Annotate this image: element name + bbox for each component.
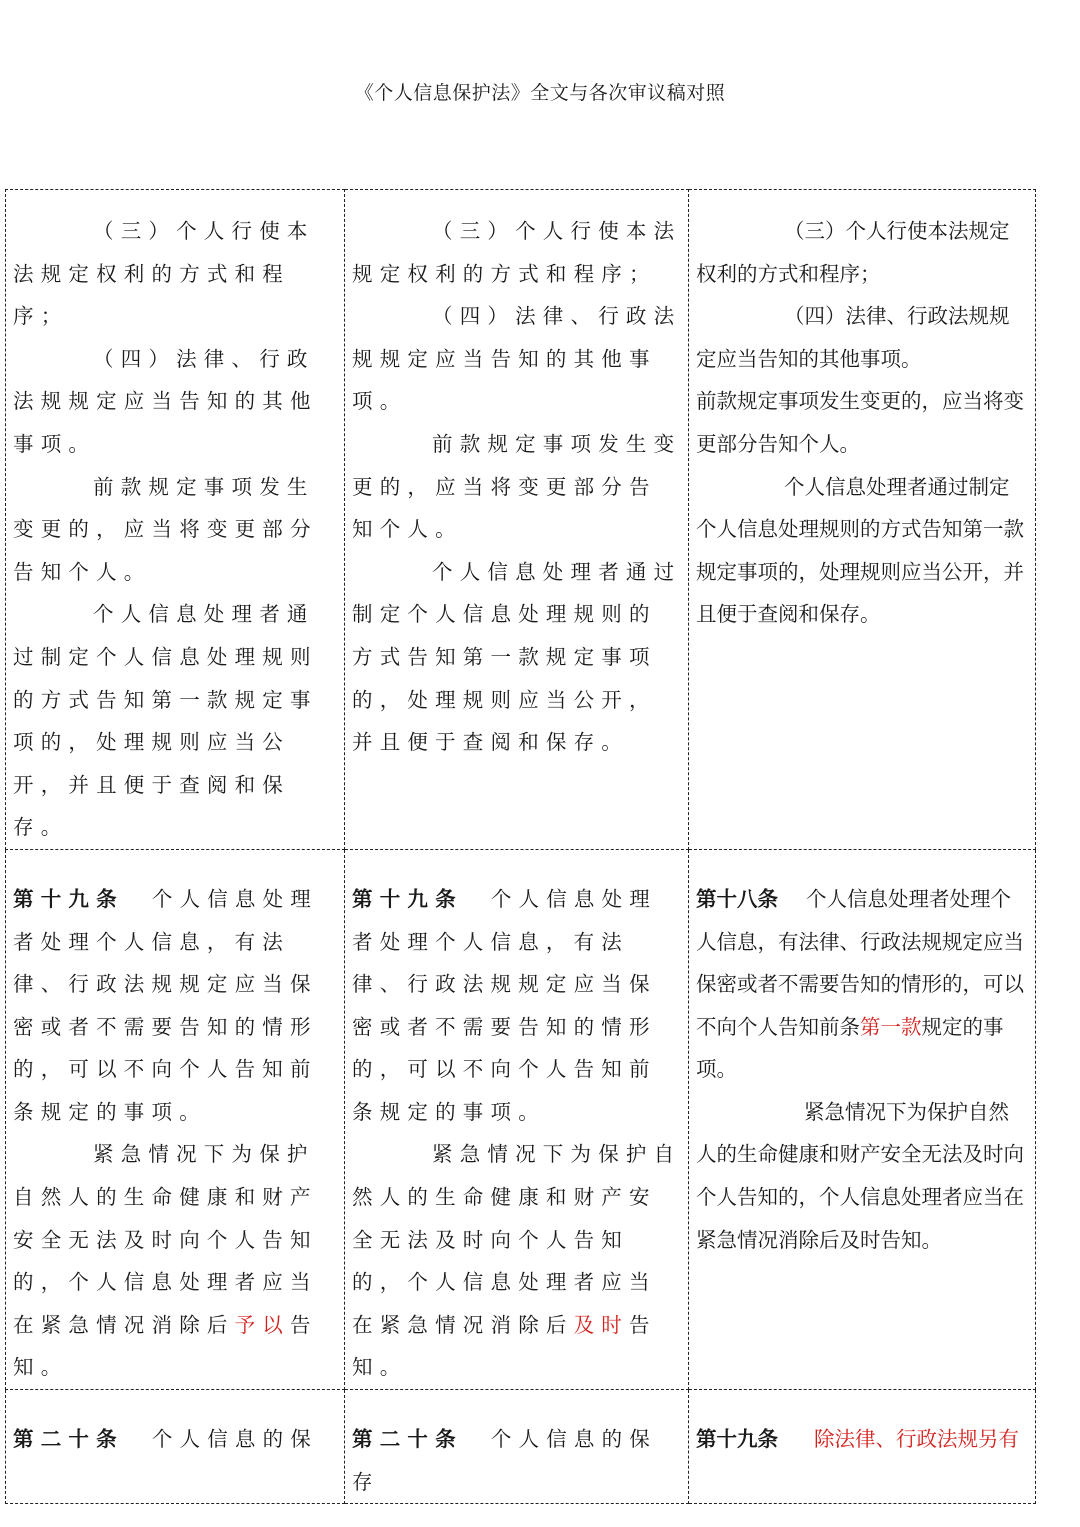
article-text: 个人信息的保存 [352, 1427, 658, 1494]
article-paragraph-1 [13, 1418, 338, 1461]
article-paragraph-1 [352, 878, 682, 1134]
clause-4: （四）法律、行政法规规定应当告知的其他事项。 [13, 346, 318, 456]
revision-highlight: 除法律、行政法规另有 [814, 1427, 1019, 1452]
table-row [6, 1390, 1036, 1504]
revision-highlight: 第一款 [860, 1014, 922, 1039]
article-paragraph-2 [13, 1133, 338, 1389]
page-title: 《个人信息保护法》全文与各次审议稿对照 [354, 82, 726, 104]
article-paragraph-2 [352, 1133, 682, 1389]
article-number: 第十九条 [13, 886, 124, 911]
paragraph-change: 前款规定事项发生变更的，应当将变更部分告知个人。 [352, 431, 682, 542]
revision-highlight: 予以 [234, 1312, 291, 1337]
article-paragraph-2: 紧急情况下为保护自然人的生命健康和财产安全无法及时向个人告知的，个人信息处理者应当在紧急情况消除后及时告知。 [696, 1099, 1024, 1252]
table-cell-draft-2 [345, 849, 689, 1389]
article-text: 个人信息处理者处理个人信息，有法律、行政法规规定应当保密或者不需要告知的情形的，可以不向个人告知前条规定的事项。 [13, 886, 319, 1124]
table-cell-draft-2 [345, 190, 689, 850]
paragraph-change: 前款规定事项发生变更的，应当将变更部分告知个人。 [696, 389, 1024, 456]
table-row [6, 849, 1036, 1389]
article-text: 告知。 [13, 1312, 318, 1380]
article-text: 紧急情况下为保护自然人的生命健康和财产安全无法及时向个人告知的，个人信息处理者应当在紧急情况消除后 [352, 1142, 682, 1337]
article-number: 第十九条 [352, 886, 463, 911]
clause-4: （四）法律、行政法规规定应当告知的其他事项。 [352, 304, 682, 414]
table-cell-draft-2 [345, 1390, 689, 1504]
article-text: 个人信息的保 [151, 1427, 319, 1452]
table-cell-draft-1 [6, 849, 345, 1389]
article-text: 个人信息处理者处理个人信息，有法律、行政法规规定应当保密或者不需要告知的情形的，可以不向个人告知前条 [696, 886, 1024, 1039]
article-paragraph-1 [352, 1418, 682, 1503]
article-text: 紧急情况下为保护自然人的生命健康和财产安全无法及时向个人告知的，个人信息处理者应当在紧急情况消除后 [13, 1142, 318, 1337]
paragraph-change: 前款规定事项发生变更的，应当将变更部分告知个人。 [13, 474, 318, 584]
paragraph-rules: 个人信息处理者通过制定个人信息处理规则的方式告知第一款规定事项的，处理规则应当公开，并且便于查阅和保存。 [352, 559, 682, 755]
article-number: 第二十条 [13, 1427, 124, 1452]
article-paragraph-1 [696, 878, 1029, 1091]
table-cell-final [689, 1390, 1036, 1504]
clause-3: （三）个人行使本法规定权利的方式和程序； [696, 219, 1010, 286]
article-number: 第二十条 [352, 1427, 463, 1452]
paragraph-rules: 个人信息处理者通过制定个人信息处理规则的方式告知第一款规定事项的，处理规则应当公开，并且便于查阅和保存。 [696, 474, 1024, 627]
article-paragraph-1 [696, 1418, 1029, 1461]
comparison-table [5, 189, 1036, 1504]
article-text: 规定的事项。 [696, 1014, 1004, 1082]
paragraph-rules: 个人信息处理者通过制定个人信息处理规则的方式告知第一款规定事项的，处理规则应当公开，并且便于查阅和保存。 [13, 602, 318, 840]
article-text: 个人信息处理者处理个人信息，有法律、行政法规规定应当保密或者不需要告知的情形的，可以不向个人告知前条规定的事项。 [352, 886, 658, 1124]
article-text: 告知。 [352, 1312, 657, 1380]
clause-3: （三）个人行使本法规定权利的方式和程序； [13, 219, 315, 329]
revision-highlight: 及时 [573, 1312, 630, 1337]
table-cell-final [689, 190, 1036, 850]
table-cell-final [689, 849, 1036, 1389]
clause-4: （四）法律、行政法规规定应当告知的其他事项。 [696, 304, 1010, 371]
article-number: 第十九条 [696, 1427, 778, 1452]
article-paragraph-1 [13, 878, 338, 1134]
table-cell-draft-1 [6, 190, 345, 850]
table-row [6, 190, 1036, 850]
article-number: 第十八条 [696, 886, 778, 911]
table-cell-draft-1 [6, 1390, 345, 1504]
clause-3: （三）个人行使本法规定权利的方式和程序； [352, 219, 682, 286]
